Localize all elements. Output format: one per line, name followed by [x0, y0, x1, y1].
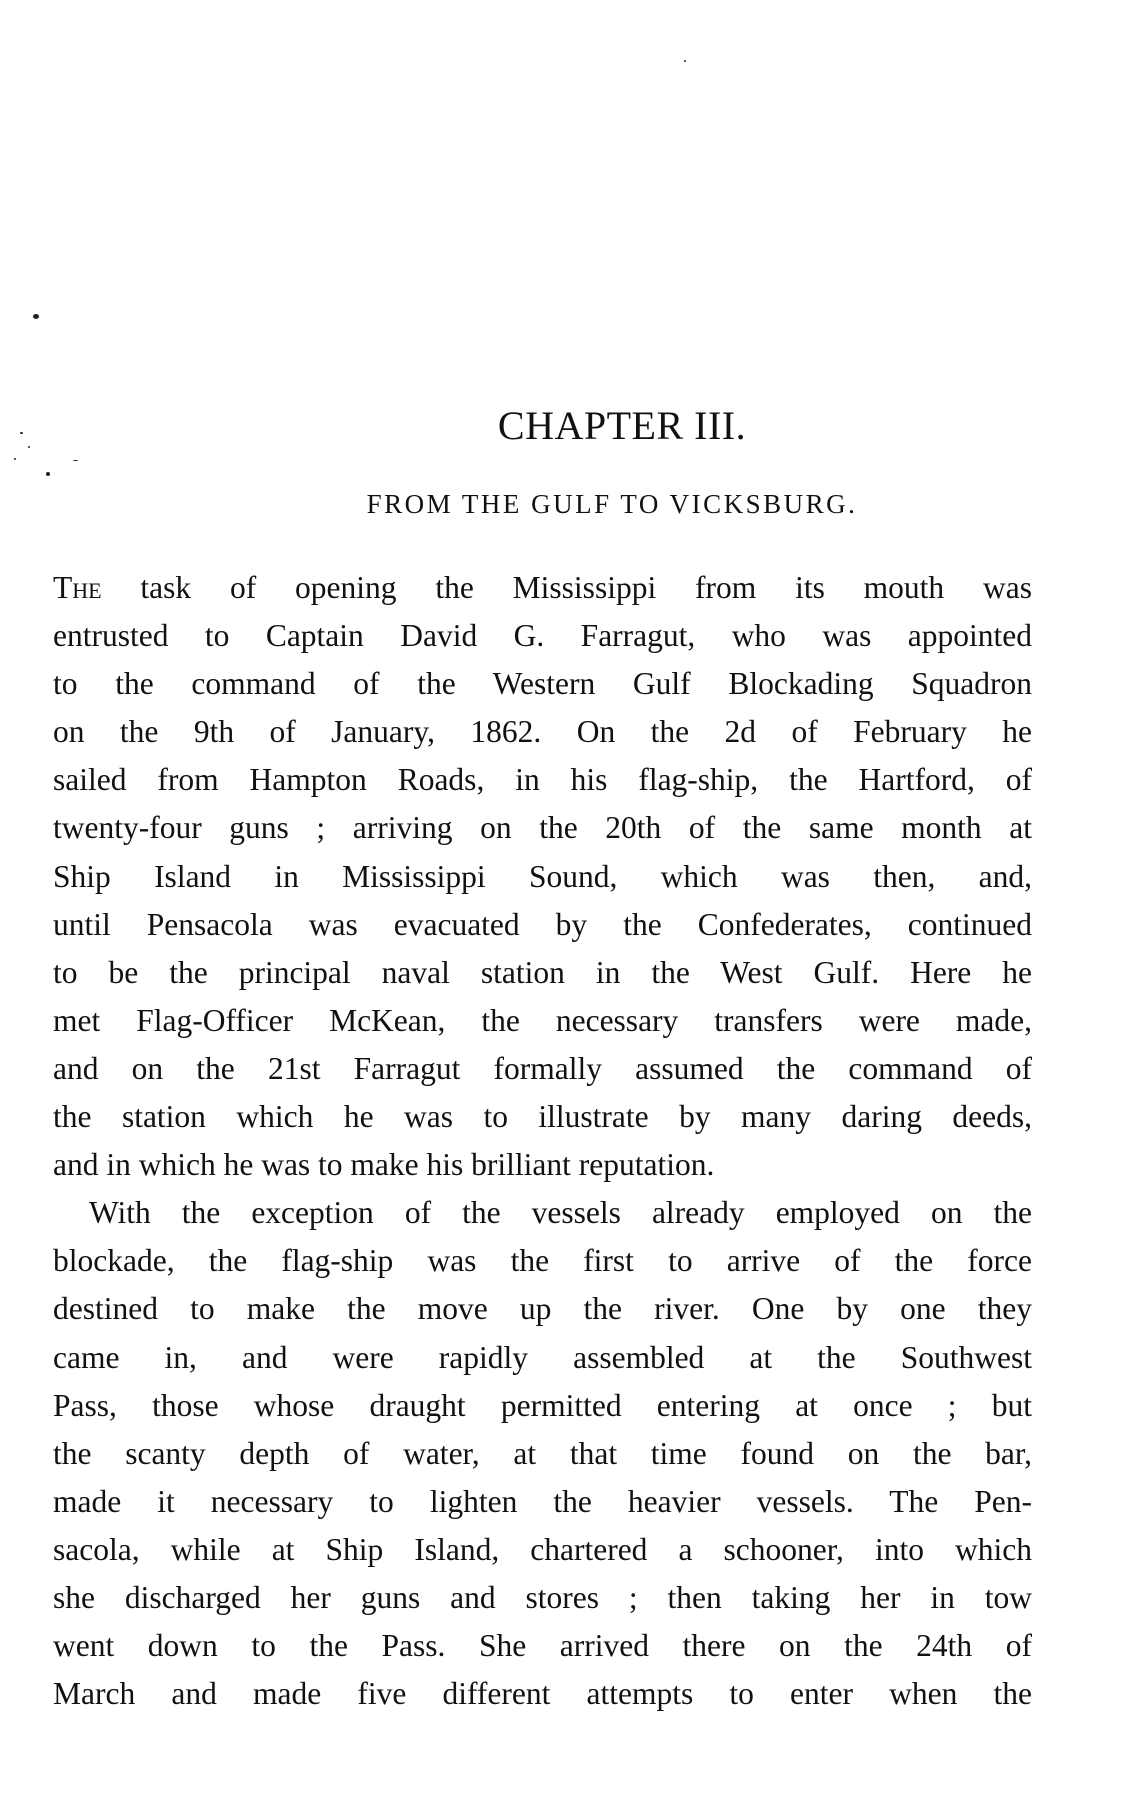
chapter-subtitle	[0, 489, 1144, 520]
scan-speck	[33, 314, 39, 319]
text-line: March and made five different attempts to enter when the	[53, 1676, 1032, 1712]
text-line: came in, and were rapidly assembled at the Southwest	[53, 1339, 1032, 1375]
text-line: made it necessary to lighten the heavier vessels. The Pen-	[53, 1483, 1032, 1519]
text-line: sailed from Hampton Roads, in his flag-ship, the Hartford, of	[53, 762, 1032, 798]
text-line: twenty-four guns ; arriving on the 20th of the same month at	[53, 810, 1032, 846]
text-line: Pass, those whose draught permitted entering at once ; but	[53, 1387, 1032, 1423]
text-line: entrusted to Captain David G. Farragut, who was appointed	[53, 618, 1032, 654]
chapter-title-text: CHAPTER III.	[497, 403, 747, 448]
text-line: sacola, while at Ship Island, chartered a schooner, into which	[53, 1531, 1032, 1567]
scan-speck	[46, 472, 50, 476]
text-line: to the command of the Western Gulf Blockading Squadron	[53, 666, 1032, 702]
text-line: Ship Island in Mississippi Sound, which was then, and,	[53, 858, 1032, 894]
lead-word: The	[53, 570, 102, 605]
text-line: and on the 21st Farragut formally assumed the command of	[53, 1050, 1032, 1086]
text-line: destined to make the move up the river. One by one they	[53, 1291, 1032, 1327]
chapter-title	[0, 402, 1144, 449]
text-line: the station which he was to illustrate by many daring deeds,	[53, 1099, 1032, 1135]
body-text	[53, 564, 1032, 1718]
text-line: on the 9th of January, 1862. On the 2d of February he	[53, 714, 1032, 750]
scan-speck	[73, 460, 78, 461]
text-line: to be the principal naval station in the West Gulf. Here he	[53, 954, 1032, 990]
text-line: she discharged her guns and stores ; then taking her in tow	[53, 1579, 1032, 1615]
scan-speck	[684, 60, 686, 62]
scan-speck	[14, 458, 16, 460]
text-line: and in which he was to make his brilliant reputation.	[53, 1147, 715, 1183]
text-line: went down to the Pass. She arrived there on the 24th of	[53, 1628, 1032, 1664]
text-line: blockade, the flag-ship was the first to arrive of the force	[53, 1243, 1032, 1279]
line-text: task of opening the Mississippi from its mouth was	[101, 570, 1032, 605]
paragraph-1	[53, 564, 1032, 1189]
chapter-subtitle-text: FROM THE GULF TO VICKSBURG.	[366, 489, 858, 519]
paragraph-2	[53, 1189, 1032, 1718]
text-line: With the exception of the vessels already employed on the	[89, 1195, 1032, 1231]
text-line	[53, 564, 1032, 612]
text-line: the scanty depth of water, at that time found on the bar,	[53, 1435, 1032, 1471]
text-line: met Flag-Officer McKean, the necessary transfers were made,	[53, 1002, 1032, 1038]
text-line: until Pensacola was evacuated by the Confederates, continued	[53, 906, 1032, 942]
